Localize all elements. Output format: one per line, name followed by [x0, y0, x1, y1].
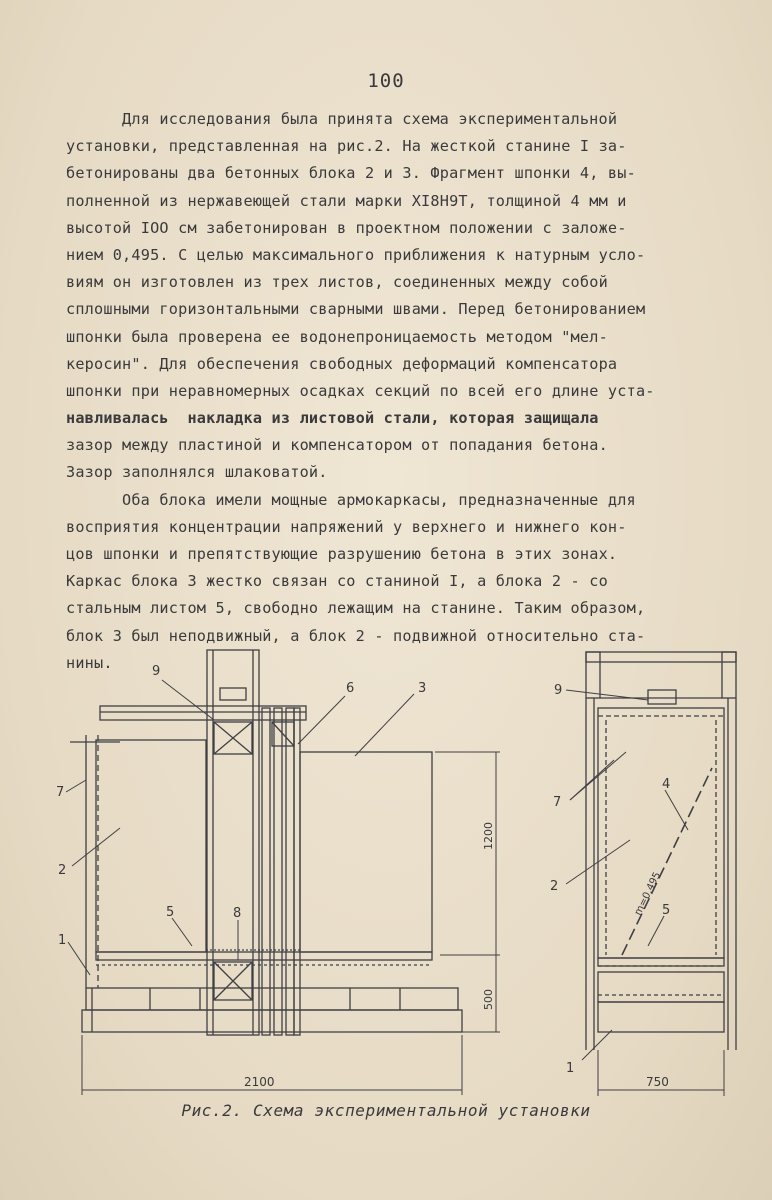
label-2-right: 2 [550, 879, 559, 894]
left-view-drawing [66, 650, 500, 1095]
label-3: 3 [418, 681, 427, 696]
stand-right [598, 972, 724, 1002]
label-9-left: 9 [152, 664, 161, 679]
page-number: 100 [367, 70, 405, 92]
text-line: нием 0,495. С целью максимального приближения к натурным усло- [66, 245, 646, 264]
text-line: сплошными горизонтальными сварными швами. Перед бетонированием [66, 300, 646, 319]
text-line: шпонки была проверена ее водонепроницаемость методом "мел- [66, 327, 608, 346]
label-9-right: 9 [554, 683, 563, 698]
label-5-left: 5 [166, 905, 175, 920]
label-8: 8 [233, 906, 242, 921]
steel-plate-5 [96, 952, 432, 960]
text-line: шпонки при неравномерных осадках секций по всей его длине уста- [66, 381, 655, 400]
text-line: Зазор заполнялся шлаковатой. [66, 463, 328, 482]
text-line: установки, представленная на рис.2. На жесткой станине I за- [66, 137, 627, 156]
top-frame-right [586, 652, 736, 662]
load-cell-9-right [648, 690, 676, 704]
steel-plate-5-right [598, 958, 724, 966]
key-plate-4 [622, 768, 712, 955]
text-line: нины. [66, 653, 113, 672]
dim-1200: 1200 [482, 822, 495, 850]
label-5-right: 5 [662, 903, 671, 918]
stand-base [82, 1010, 462, 1032]
text-line: восприятия концентрации напряжений у верхнего и нижнего кон- [66, 517, 627, 536]
text-line: полненной из нержавеющей стали марки XI8H9T, толщиной 4 мм и [66, 191, 627, 210]
text-line: бетонированы два бетонных блока 2 и 3. Фрагмент шпонки 4, вы- [66, 164, 636, 183]
blocks-side [598, 708, 724, 958]
block-2 [96, 740, 206, 952]
dim-2100: 2100 [244, 1075, 275, 1089]
label-4: 4 [662, 777, 671, 792]
dim-750: 750 [646, 1075, 669, 1089]
text-line: керосин". Для обеспечения свободных деформаций компенсатора [66, 354, 618, 373]
text-line: стальным листом 5, свободно лежащим на станине. Таким образом, [66, 599, 646, 618]
text-line: навливалась накладка из листовой стали, которая защищала [66, 409, 599, 428]
figure-caption: Рис.2. Схема экспериментальной установки [181, 1101, 591, 1120]
label-7-right: 7 [553, 795, 562, 810]
label-7-left: 7 [56, 785, 65, 800]
text-line: зазор между пластиной и компенсатором от попадания бетона. [66, 436, 608, 455]
label-6: 6 [346, 681, 355, 696]
text-line: виям он изготовлен из трех листов, соединенных между собой [66, 273, 608, 292]
label-2-left: 2 [58, 863, 67, 878]
text-line: высотой IOO см забетонирован в проектном положении с заложе- [66, 218, 627, 237]
text-line: Каркас блока 3 жестко связан со станиной I, а блока 2 - со [66, 572, 608, 591]
dim-500: 500 [482, 989, 495, 1010]
stand-upper [86, 988, 458, 1010]
frame-column [207, 650, 259, 1035]
label-1-left: 1 [58, 933, 67, 948]
label-1-right: 1 [566, 1061, 575, 1076]
slope-label: m=0,495 [632, 870, 664, 918]
text-line: Оба блока имели мощные армокаркасы, предназначенные для [122, 490, 636, 509]
text-line: Для исследования была принята схема экспериментальной [122, 110, 618, 128]
block-3 [300, 752, 432, 952]
text-line: блок 3 был неподвижный, а блок 2 - подвижной относительно ста- [66, 626, 646, 645]
text-line: цов шпонки и препятствующие разрушению бетона в этих зонах. [66, 545, 618, 563]
